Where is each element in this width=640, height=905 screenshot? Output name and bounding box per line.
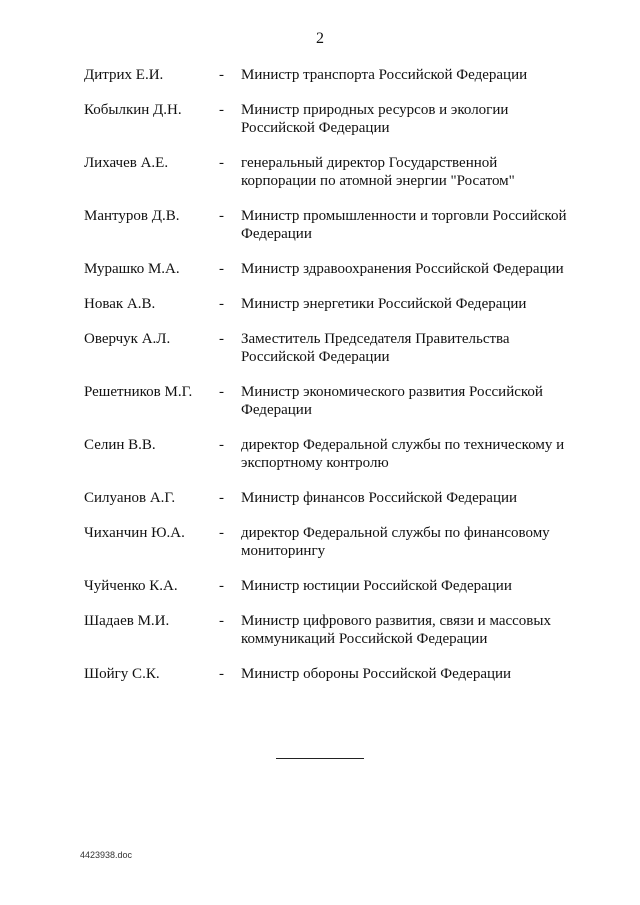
members-list <box>0 66 640 700</box>
member-position: Министр цифрового развития, связи и массовых коммуникаций Российской Федерации <box>241 613 551 647</box>
page-number: 2 <box>316 30 324 47</box>
member-name: Мурашко М.А. <box>84 261 180 277</box>
member-position: Министр транспорта Российской Федерации <box>241 67 528 83</box>
dash-separator: - <box>219 296 224 312</box>
list-item <box>0 524 640 560</box>
member-name: Новак А.В. <box>84 296 156 312</box>
member-position: Министр энергетики Российской Федерации <box>241 296 527 312</box>
member-position: Министр финансов Российской Федерации <box>241 490 518 506</box>
list-item <box>0 66 640 84</box>
list-item <box>0 383 640 419</box>
member-name: Решетников М.Г. <box>84 384 193 400</box>
member-position: директор Федеральной службы по техническому и экспортному контролю <box>241 437 565 471</box>
document-id: 4423938.doc <box>80 850 133 860</box>
member-position: Министр юстиции Российской Федерации <box>241 578 512 594</box>
member-position: Министр экономического развития Российской Федерации <box>241 384 543 418</box>
member-name: Силуанов А.Г. <box>84 490 176 506</box>
list-item <box>0 154 640 190</box>
member-name: Шойгу С.К. <box>84 666 160 682</box>
closing-rule <box>276 758 364 759</box>
list-item <box>0 330 640 366</box>
member-position: генеральный директор Государственной корпорации по атомной энергии "Росатом" <box>241 155 515 189</box>
member-name: Дитрих Е.И. <box>84 67 164 83</box>
dash-separator: - <box>219 437 224 453</box>
dash-separator: - <box>219 208 224 224</box>
dash-separator: - <box>219 331 224 347</box>
dash-separator: - <box>219 490 224 506</box>
member-name: Лихачев А.Е. <box>84 155 169 171</box>
member-name: Кобылкин Д.Н. <box>84 102 182 118</box>
member-name: Шадаев М.И. <box>84 613 170 629</box>
member-position: директор Федеральной службы по финансовому мониторингу <box>241 525 550 559</box>
dash-separator: - <box>219 578 224 594</box>
dash-separator: - <box>219 261 224 277</box>
member-name: Мантуров Д.В. <box>84 208 180 224</box>
dash-separator: - <box>219 67 224 83</box>
dash-separator: - <box>219 525 224 541</box>
dash-separator: - <box>219 102 224 118</box>
list-item <box>0 612 640 648</box>
list-item <box>0 577 640 595</box>
list-item <box>0 207 640 243</box>
list-item <box>0 295 640 313</box>
member-position: Заместитель Председателя Правительства Российской Федерации <box>241 331 510 365</box>
member-position: Министр природных ресурсов и экологии Российской Федерации <box>241 102 509 136</box>
list-item <box>0 101 640 137</box>
list-item <box>0 436 640 472</box>
member-name: Чиханчин Ю.А. <box>84 525 185 541</box>
list-item <box>0 260 640 278</box>
member-name: Чуйченко К.А. <box>84 578 178 594</box>
member-position: Министр здравоохранения Российской Федерации <box>241 261 564 277</box>
member-name: Оверчук А.Л. <box>84 331 171 347</box>
list-item <box>0 665 640 683</box>
member-name: Селин В.В. <box>84 437 156 453</box>
member-position: Министр обороны Российской Федерации <box>241 666 512 682</box>
list-item <box>0 489 640 507</box>
dash-separator: - <box>219 666 224 682</box>
dash-separator: - <box>219 155 224 171</box>
dash-separator: - <box>219 613 224 629</box>
dash-separator: - <box>219 384 224 400</box>
member-position: Министр промышленности и торговли Российской Федерации <box>241 208 567 242</box>
